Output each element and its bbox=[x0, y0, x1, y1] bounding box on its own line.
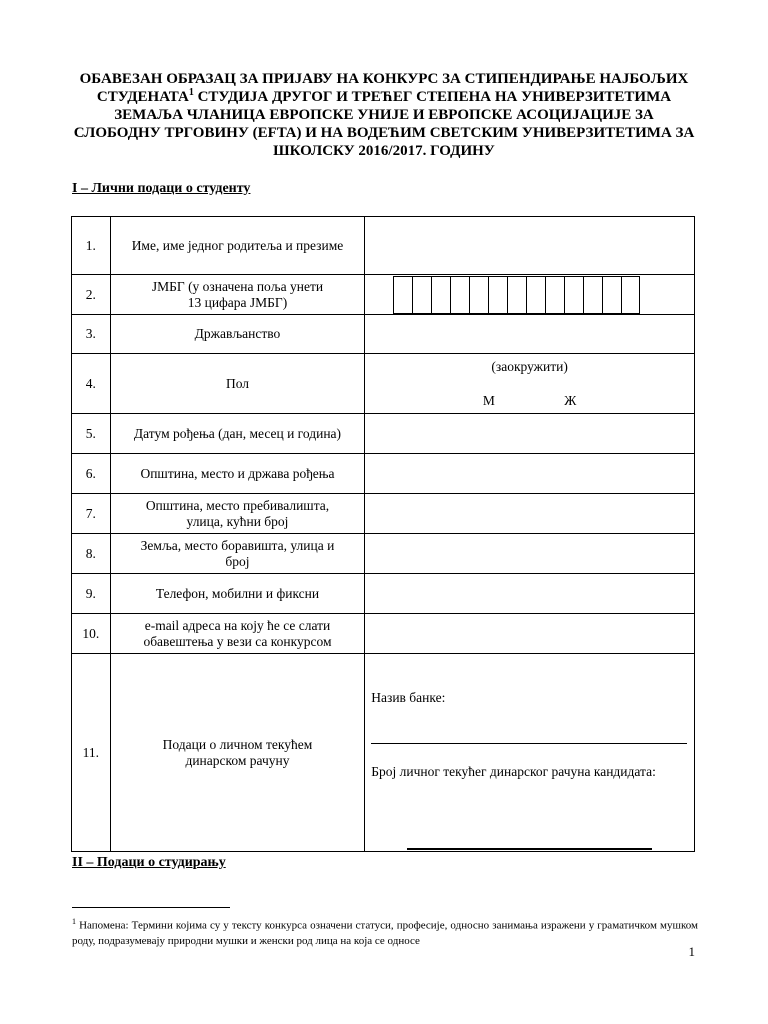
row-number: 1. bbox=[72, 217, 111, 275]
bank-name-input-line[interactable] bbox=[371, 743, 687, 744]
row-number: 10. bbox=[72, 614, 111, 654]
jmbg-digit-box[interactable] bbox=[602, 276, 621, 314]
row-number: 3. bbox=[72, 315, 111, 354]
jmbg-digit-box[interactable] bbox=[450, 276, 469, 314]
page-number: 1 bbox=[688, 944, 695, 959]
jmbg-digit-box[interactable] bbox=[621, 276, 640, 314]
account-number-input-line[interactable] bbox=[407, 848, 652, 850]
jmbg-digit-box[interactable] bbox=[507, 276, 526, 314]
account-number-label: Број личног текућег динарског рачуна кандидата: bbox=[371, 764, 656, 779]
title-line-4: СЛОБОДНУ ТРГОВИНУ (EFTA) И НА ВОДЕЋИМ СВЕТСКИМ УНИВЕРЗИТЕТИМА ЗА bbox=[73, 125, 695, 141]
row-number: 9. bbox=[72, 574, 111, 614]
table-row bbox=[72, 354, 695, 414]
jmbg-digit-box[interactable] bbox=[488, 276, 507, 314]
row-label: Име, име једног родитеља и презиме bbox=[110, 217, 365, 275]
footnote bbox=[72, 914, 698, 949]
table-row bbox=[72, 614, 695, 654]
bank-name-label: Назив банке: bbox=[371, 690, 446, 705]
row-label: Телефон, мобилни и фиксни bbox=[110, 574, 365, 614]
title-line-5: ШКОЛСКУ 2016/2017. ГОДИНУ bbox=[273, 143, 495, 159]
jmbg-digit-box[interactable] bbox=[583, 276, 602, 314]
jmbg-digit-box[interactable] bbox=[469, 276, 488, 314]
row-number: 6. bbox=[72, 454, 111, 494]
gender-options bbox=[365, 359, 694, 409]
row-label: Држављанство bbox=[110, 315, 365, 354]
phone-field[interactable] bbox=[365, 574, 695, 614]
jmbg-digit-box[interactable] bbox=[545, 276, 564, 314]
jmbg-digit-boxes bbox=[393, 276, 694, 314]
row-label: Општина, место пребивалишта, улица, кућни број bbox=[110, 494, 365, 534]
row-label: e-mail адреса на коју ће се слати обавештења у вези са конкурсом bbox=[110, 614, 365, 654]
section-heading-personal: I – Лични подаци о студенту bbox=[72, 181, 251, 196]
row-number: 8. bbox=[72, 534, 111, 574]
form-title bbox=[60, 70, 708, 160]
jmbg-digit-box[interactable] bbox=[393, 276, 412, 314]
row-number: 7. bbox=[72, 494, 111, 534]
footnote-marker: 1 bbox=[72, 917, 76, 926]
table-row bbox=[72, 494, 695, 534]
row-number: 2. bbox=[72, 275, 111, 315]
section-heading-studies: II – Подаци о студирању bbox=[72, 855, 226, 870]
gender-hint: (заокружити) bbox=[491, 358, 568, 374]
row-label: Земља, место боравишта, улица и број bbox=[110, 534, 365, 574]
row-number: 11. bbox=[72, 654, 111, 852]
row-label: ЈМБГ (у означена поља унети 13 цифара ЈМБГ) bbox=[110, 275, 365, 315]
footnote-divider bbox=[72, 907, 230, 908]
table-row bbox=[72, 414, 695, 454]
jmbg-digit-box[interactable] bbox=[412, 276, 431, 314]
jmbg-digit-box[interactable] bbox=[431, 276, 450, 314]
table-row bbox=[72, 217, 695, 275]
row-label: Подаци о личном текућем динарском рачуну bbox=[110, 654, 365, 852]
jmbg-digit-box[interactable] bbox=[526, 276, 545, 314]
row-number: 4. bbox=[72, 354, 111, 414]
gender-field bbox=[365, 354, 695, 414]
table-row bbox=[72, 454, 695, 494]
table-row bbox=[72, 275, 695, 315]
email-field[interactable] bbox=[365, 614, 695, 654]
table-row bbox=[72, 315, 695, 354]
table-row bbox=[72, 574, 695, 614]
row-label: Датум рођења (дан, месец и година) bbox=[110, 414, 365, 454]
name-field[interactable] bbox=[365, 217, 695, 275]
residence-field[interactable] bbox=[365, 494, 695, 534]
gender-option-male[interactable]: М bbox=[482, 392, 495, 408]
citizenship-field[interactable] bbox=[365, 315, 695, 354]
birth-place-field[interactable] bbox=[365, 454, 695, 494]
jmbg-field bbox=[365, 275, 695, 315]
gender-option-female[interactable]: Ж bbox=[564, 392, 577, 408]
table-row bbox=[72, 654, 695, 852]
row-number: 5. bbox=[72, 414, 111, 454]
stay-address-field[interactable] bbox=[365, 534, 695, 574]
bank-account-field bbox=[365, 654, 695, 852]
personal-data-table bbox=[71, 216, 695, 852]
footnote-text: Напомена: Термини којима су у тексту конкурса означени статуси, професије, односно занимања изражени у граматичком мушком роду, подразумевају природни мушки и женски род лица на која се односе bbox=[72, 919, 698, 947]
title-line-1: ОБАВЕЗАН ОБРАЗАЦ ЗА ПРИЈАВУ НА КОНКУРС ЗА СТИПЕНДИРАЊЕ НАЈБОЉИХ bbox=[79, 71, 689, 87]
footnote-ref: 1 bbox=[188, 87, 194, 98]
birth-date-field[interactable] bbox=[365, 414, 695, 454]
title-line-2: СТУДЕНАТА$^1$ СТУДИЈА ДРУГОГ И ТРЕЋЕГ СТЕПЕНА НА УНИВЕРЗИТЕТИМА bbox=[96, 87, 672, 105]
title-line-3: ЗЕМАЉА ЧЛАНИЦА ЕВРОПСКЕ УНИЈЕ И ЕВРОПСКЕ АСОЦИЈАЦИЈЕ ЗА bbox=[114, 107, 654, 123]
row-label: Пол bbox=[110, 354, 365, 414]
jmbg-digit-box[interactable] bbox=[564, 276, 583, 314]
row-label: Општина, место и држава рођења bbox=[110, 454, 365, 494]
table-row bbox=[72, 534, 695, 574]
